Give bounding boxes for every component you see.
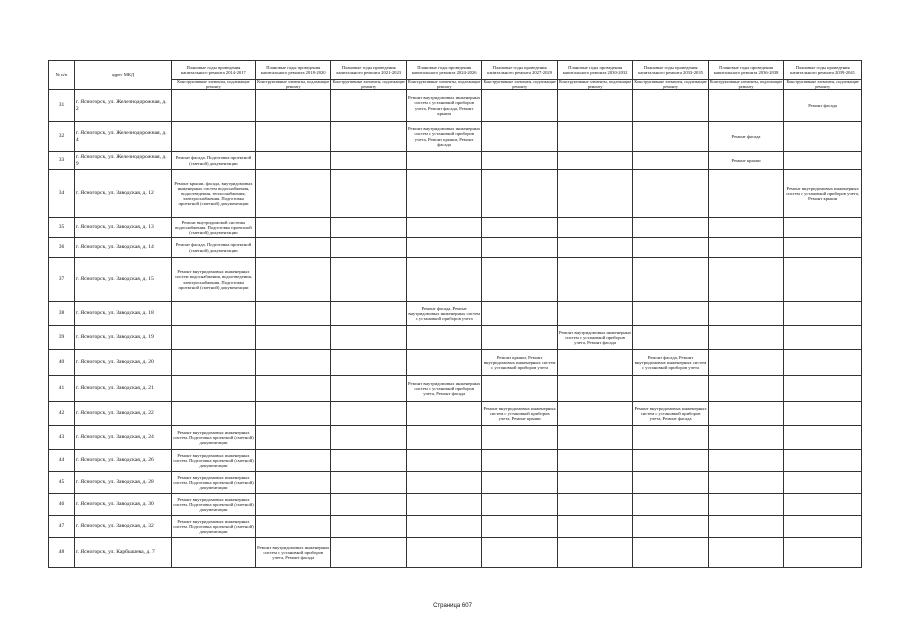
repair-works-cell <box>256 516 331 538</box>
row-number: 32 <box>49 122 75 152</box>
repair-works-cell <box>406 350 481 376</box>
repair-works-cell <box>557 376 632 402</box>
row-number: 40 <box>49 350 75 376</box>
repair-works-cell: Ремонт внутридомовых инженерных систем с установкой приборов учета, Ремонт крыши <box>784 170 862 218</box>
page-footer: Страница 607 <box>433 603 472 609</box>
repair-works-cell <box>482 258 557 302</box>
repair-works-cell <box>784 494 862 516</box>
row-number: 38 <box>49 302 75 326</box>
repair-works-cell <box>482 152 557 170</box>
repair-works-cell <box>708 302 783 326</box>
repair-works-cell <box>256 494 331 516</box>
repair-works-cell <box>482 170 557 218</box>
table-row <box>49 90 862 122</box>
repair-works-cell: Ремонт крыши, фасада, внутридомовых инженерных систем водоснабжения, водоотведения, теплоснабжения, электроснабжения. Подготовка проектной (сметной) документации <box>171 170 255 218</box>
repair-works-cell <box>406 538 481 568</box>
repair-works-cell: Ремонт фасада <box>784 90 862 122</box>
repair-works-cell <box>784 516 862 538</box>
repair-works-cell <box>784 450 862 472</box>
repair-works-cell <box>331 516 406 538</box>
repair-works-cell <box>482 472 557 494</box>
row-number: 42 <box>49 402 75 426</box>
repair-works-cell <box>633 494 708 516</box>
repair-works-cell: Ремонт внутридомовых инженерных систем с установкой приборов учета, Ремонт фасада <box>256 538 331 568</box>
repair-works-cell <box>557 516 632 538</box>
row-address: г. Ясногорск, ул. Заводская, д. 30 <box>74 494 171 516</box>
repair-works-cell <box>557 152 632 170</box>
row-address: г. Ясногорск, ул. Заводская, д. 28 <box>74 472 171 494</box>
repair-works-cell: Ремонт фасада. Подготовка проектной (сметной) документации <box>171 238 255 258</box>
repair-works-cell <box>171 538 255 568</box>
row-number: 44 <box>49 450 75 472</box>
table-row <box>49 472 862 494</box>
row-address: г. Ясногорск, ул. Заводская, д. 19 <box>74 326 171 350</box>
repair-works-cell <box>633 238 708 258</box>
repair-works-cell <box>171 326 255 350</box>
repair-works-cell <box>406 258 481 302</box>
repair-works-cell <box>633 426 708 450</box>
repair-works-cell <box>256 426 331 450</box>
table-row <box>49 350 862 376</box>
row-number: 47 <box>49 516 75 538</box>
repair-works-cell <box>784 538 862 568</box>
repair-works-cell <box>708 350 783 376</box>
repair-works-cell <box>557 538 632 568</box>
header-period: Плановые годы проведения капитального ремонта 2030-2032 <box>557 61 632 80</box>
repair-works-cell <box>256 302 331 326</box>
row-address: г. Ясногорск, ул. Заводская, д. 32 <box>74 516 171 538</box>
repair-works-cell <box>406 450 481 472</box>
repair-works-cell <box>784 238 862 258</box>
repair-works-cell <box>784 326 862 350</box>
repair-works-cell <box>784 218 862 238</box>
repair-works-cell <box>633 218 708 238</box>
row-number: 37 <box>49 258 75 302</box>
repair-works-cell <box>482 450 557 472</box>
row-address: г. Ясногорск, ул. Железнодорожная, д. 2 <box>74 90 171 122</box>
repair-works-cell <box>708 538 783 568</box>
subheader-elements: Конструктивные элементы, подлежащие ремонту <box>257 79 330 89</box>
repair-works-cell <box>256 218 331 238</box>
repair-works-cell: Ремонт крыши <box>708 152 783 170</box>
repair-works-cell: Ремонт внутридомовых инженерных систем. Подготовка проектной (сметной) документации <box>171 494 255 516</box>
header-address: адрес МКД <box>74 61 171 90</box>
repair-works-cell <box>256 152 331 170</box>
repair-works-cell: Ремонт внутридомовых инженерных систем с установкой приборов учета, Ремонт крыши <box>482 402 557 426</box>
repair-works-cell <box>708 258 783 302</box>
table-row <box>49 152 862 170</box>
repair-works-cell <box>557 450 632 472</box>
header-period: Плановые годы проведения капитального ремонта 2018-2020 <box>256 61 331 80</box>
header-period: Плановые годы проведения капитального ремонта 2021-2023 <box>331 61 406 80</box>
row-number: 46 <box>49 494 75 516</box>
row-number: 41 <box>49 376 75 402</box>
repair-works-cell <box>784 402 862 426</box>
repair-works-cell: Ремонт внутридомовых инженерных систем с установкой приборов учета, Ремонт фасада <box>633 402 708 426</box>
repair-works-cell <box>557 302 632 326</box>
table-row <box>49 302 862 326</box>
header-period: Плановые годы проведения капитального ремонта 2014-2017 <box>171 61 255 80</box>
repair-works-cell <box>557 122 632 152</box>
row-address: г. Ясногорск, ул. Карбышева, д. 7 <box>74 538 171 568</box>
repair-works-cell <box>482 538 557 568</box>
repair-works-cell <box>557 402 632 426</box>
table-row <box>49 326 862 350</box>
repair-works-cell: Ремонт внутридомовых инженерных систем с установкой приборов учета, Ремонт крыши, Ремонт фасада <box>406 122 481 152</box>
repair-works-cell <box>633 90 708 122</box>
repair-works-cell <box>557 426 632 450</box>
repair-works-cell <box>406 402 481 426</box>
repair-works-cell <box>331 426 406 450</box>
repair-works-cell <box>256 326 331 350</box>
header-period: Плановые годы проведения капитального ремонта 2033-2035 <box>633 61 708 80</box>
row-number: 43 <box>49 426 75 450</box>
row-number: 48 <box>49 538 75 568</box>
repair-works-cell <box>482 122 557 152</box>
repair-works-cell <box>708 376 783 402</box>
repair-works-cell <box>171 122 255 152</box>
repair-works-cell <box>784 122 862 152</box>
subheader-elements: Конструктивные элементы, подлежащие ремонту <box>483 79 556 89</box>
repair-works-cell <box>256 122 331 152</box>
repair-works-cell: Ремонт фасада. Подготовка проектной (сметной) документации <box>171 152 255 170</box>
repair-works-cell <box>331 402 406 426</box>
row-address: г. Ясногорск, ул. Заводская, д. 24 <box>74 426 171 450</box>
repair-works-cell <box>557 218 632 238</box>
repair-works-cell <box>256 238 331 258</box>
repair-works-cell <box>331 90 406 122</box>
repair-works-cell <box>256 472 331 494</box>
repair-works-cell <box>633 302 708 326</box>
repair-works-cell: Ремонт внутридомовой системы водоснабжения. Подготовка проектной (сметной) документации <box>171 218 255 238</box>
capital-repair-plan-table <box>48 60 862 568</box>
subheader-elements: Конструктивные элементы, подлежащие ремонту <box>784 80 862 90</box>
repair-works-cell <box>557 350 632 376</box>
repair-works-cell <box>331 538 406 568</box>
repair-works-cell <box>256 376 331 402</box>
repair-works-cell <box>557 258 632 302</box>
row-address: г. Ясногорск, ул. Заводская, д. 12 <box>74 170 171 218</box>
row-number: 36 <box>49 238 75 258</box>
repair-works-cell <box>331 326 406 350</box>
table-row <box>49 218 862 238</box>
header-period: Плановые годы проведения капитального ремонта 2024-2026 <box>406 61 481 80</box>
header-num: № п/п <box>49 61 75 90</box>
repair-works-cell <box>171 90 255 122</box>
repair-works-cell: Ремонт фасада, Ремонт внутридомовых инженерных систем с установкой приборов учета <box>633 350 708 376</box>
repair-works-cell <box>171 376 255 402</box>
repair-works-cell: Ремонт фасада, Ремонт внутридомовых инженерных систем с установкой приборов учета <box>406 302 481 326</box>
row-address: г. Ясногорск, ул. Заводская, д. 26 <box>74 450 171 472</box>
repair-works-cell <box>256 258 331 302</box>
repair-works-cell <box>708 218 783 238</box>
repair-works-cell <box>331 494 406 516</box>
repair-works-cell <box>708 238 783 258</box>
repair-works-cell <box>256 170 331 218</box>
subheader-elements: Конструктивные элементы, подлежащие ремонту <box>408 79 481 89</box>
table-row <box>49 516 862 538</box>
table-row <box>49 402 862 426</box>
repair-works-cell <box>482 238 557 258</box>
table-row <box>49 494 862 516</box>
repair-works-cell <box>406 218 481 238</box>
row-number: 31 <box>49 90 75 122</box>
repair-works-cell <box>482 302 557 326</box>
repair-works-cell: Ремонт крыши, Ремонт внутридомовых инженерных систем с установкой приборов учета <box>482 350 557 376</box>
repair-works-cell <box>708 170 783 218</box>
repair-works-cell <box>331 472 406 494</box>
repair-works-cell: Ремонт внутридомовых инженерных систем. Подготовка проектной (сметной) документации <box>171 472 255 494</box>
repair-works-cell <box>633 258 708 302</box>
repair-works-cell <box>633 170 708 218</box>
table-body <box>49 90 862 568</box>
repair-works-cell <box>784 152 862 170</box>
repair-works-cell <box>557 170 632 218</box>
repair-works-cell <box>406 494 481 516</box>
row-address: г. Ясногорск, ул. Заводская, д. 13 <box>74 218 171 238</box>
repair-works-cell <box>482 426 557 450</box>
repair-works-cell <box>482 494 557 516</box>
repair-works-cell <box>557 494 632 516</box>
repair-works-cell <box>784 376 862 402</box>
repair-works-cell <box>331 152 406 170</box>
repair-works-cell <box>406 516 481 538</box>
row-address: г. Ясногорск, ул. Заводская, д. 22 <box>74 402 171 426</box>
row-address: г. Ясногорск, ул. Заводская, д. 20 <box>74 350 171 376</box>
repair-works-cell <box>256 402 331 426</box>
table-row <box>49 426 862 450</box>
repair-works-cell <box>406 170 481 218</box>
row-address: г. Ясногорск, ул. Железнодорожная, д. 9 <box>74 152 171 170</box>
repair-works-cell <box>633 538 708 568</box>
repair-works-cell <box>171 350 255 376</box>
subheader-elements: Конструктивные элементы, подлежащие ремонту <box>171 80 255 90</box>
repair-works-cell <box>557 238 632 258</box>
row-number: 34 <box>49 170 75 218</box>
repair-works-cell <box>331 170 406 218</box>
repair-works-cell <box>633 376 708 402</box>
repair-works-cell <box>557 90 632 122</box>
table-row <box>49 122 862 152</box>
repair-works-cell: Ремонт внутридомовых инженерных систем. Подготовка проектной (сметной) документации <box>171 516 255 538</box>
repair-works-cell <box>171 402 255 426</box>
repair-works-cell <box>331 302 406 326</box>
repair-works-cell <box>331 218 406 238</box>
repair-works-cell <box>406 426 481 450</box>
row-number: 33 <box>49 152 75 170</box>
repair-works-cell <box>784 472 862 494</box>
repair-works-cell <box>633 450 708 472</box>
repair-works-cell <box>708 402 783 426</box>
subheader-elements: Конструктивные элементы, подлежащие ремонту <box>634 79 707 89</box>
repair-works-cell <box>331 258 406 302</box>
table-row <box>49 450 862 472</box>
repair-works-cell <box>784 302 862 326</box>
repair-works-cell <box>482 218 557 238</box>
row-address: г. Ясногорск, ул. Заводская, д. 21 <box>74 376 171 402</box>
repair-works-cell: Ремонт внутридомовых инженерных систем. Подготовка проектной (сметной) документации <box>171 450 255 472</box>
repair-works-cell <box>633 472 708 494</box>
repair-works-cell <box>708 426 783 450</box>
repair-works-cell <box>708 494 783 516</box>
repair-works-cell <box>633 152 708 170</box>
repair-works-cell: Ремонт фасада <box>708 122 783 152</box>
row-address: г. Ясногорск, ул. Заводская, д. 18 <box>74 302 171 326</box>
repair-works-cell <box>784 350 862 376</box>
row-number: 39 <box>49 326 75 350</box>
table-row <box>49 170 862 218</box>
header-period: Плановые годы проведения капитального ремонта 2036-2038 <box>708 61 783 80</box>
repair-works-cell <box>406 238 481 258</box>
repair-works-cell <box>784 258 862 302</box>
row-number: 35 <box>49 218 75 238</box>
repair-works-cell <box>482 326 557 350</box>
row-address: г. Ясногорск, ул. Железнодорожная, д. 4 <box>74 122 171 152</box>
repair-works-cell <box>331 376 406 402</box>
repair-works-cell <box>633 326 708 350</box>
repair-works-cell <box>331 122 406 152</box>
row-address: г. Ясногорск, ул. Заводская, д. 15 <box>74 258 171 302</box>
subheader-elements: Конструктивные элементы, подлежащие ремонту <box>558 79 632 89</box>
table-row <box>49 538 862 568</box>
repair-works-cell <box>784 426 862 450</box>
row-address: г. Ясногорск, ул. Заводская, д. 14 <box>74 238 171 258</box>
repair-works-cell <box>557 472 632 494</box>
subheader-elements: Конструктивные элементы, подлежащие ремонту <box>332 79 405 89</box>
repair-works-cell: Ремонт внутридомовых инженерных систем с установкой приборов учета, Ремонт фасада <box>557 326 632 350</box>
repair-works-cell <box>256 90 331 122</box>
subheader-row <box>49 80 862 90</box>
repair-works-cell: Ремонт внутридомовых инженерных систем с установкой приборов учета, Ремонт фасада, Ремонт крыши <box>406 90 481 122</box>
repair-works-cell <box>708 516 783 538</box>
repair-works-cell <box>171 302 255 326</box>
header-period: Плановые годы проведения капитального ремонта 2027-2029 <box>482 61 557 80</box>
table-row <box>49 376 862 402</box>
repair-works-cell: Ремонт внутридомовых инженерных систем с установкой приборов учета, Ремонт фасада <box>406 376 481 402</box>
header-row <box>49 61 862 80</box>
repair-works-cell <box>708 90 783 122</box>
repair-works-cell <box>256 450 331 472</box>
repair-works-cell <box>708 326 783 350</box>
subheader-elements: Конструктивные элементы, подлежащие ремонту <box>709 79 783 89</box>
repair-works-cell <box>406 472 481 494</box>
repair-works-cell <box>331 238 406 258</box>
repair-works-cell <box>482 376 557 402</box>
repair-works-cell <box>708 472 783 494</box>
row-number: 45 <box>49 472 75 494</box>
repair-works-cell: Ремонт внутридомовых инженерных систем водоснабжения, водоотведения, электроснабжения. Подготовка проектной (сметной) документации <box>171 258 255 302</box>
repair-works-cell <box>482 90 557 122</box>
repair-works-cell <box>406 326 481 350</box>
repair-works-cell <box>256 350 331 376</box>
repair-works-cell <box>633 516 708 538</box>
table-row <box>49 258 862 302</box>
repair-works-cell <box>406 152 481 170</box>
repair-works-cell <box>331 350 406 376</box>
table-row <box>49 238 862 258</box>
repair-works-cell <box>482 516 557 538</box>
repair-works-cell <box>633 122 708 152</box>
header-period: Плановые годы проведения капитального ремонта 2039-2041 <box>784 61 862 80</box>
repair-works-cell <box>708 450 783 472</box>
repair-works-cell: Ремонт внутридомовых инженерных систем. Подготовка проектной (сметной) документации <box>171 426 255 450</box>
repair-works-cell <box>331 450 406 472</box>
